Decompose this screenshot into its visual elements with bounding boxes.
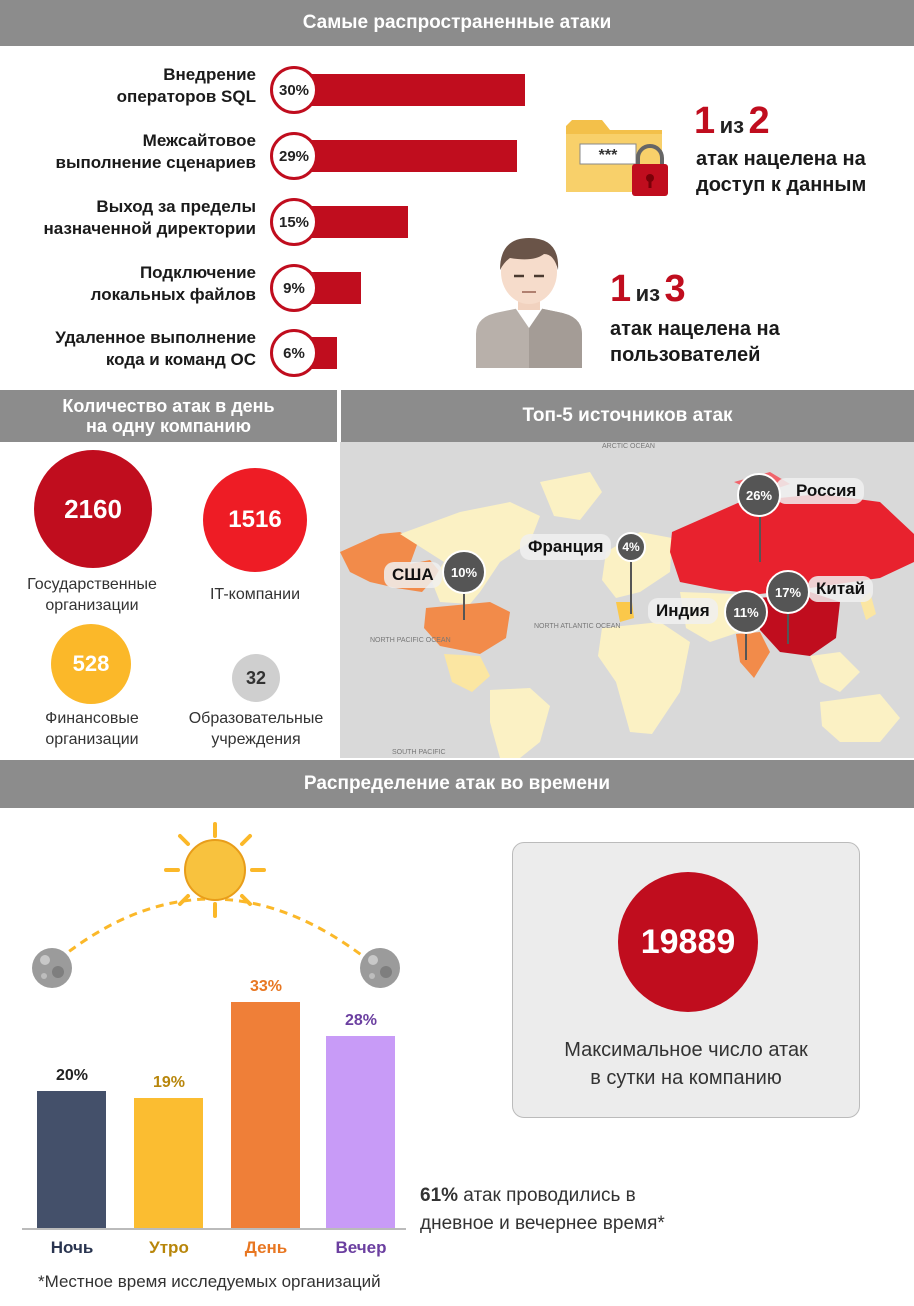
chart-bar bbox=[37, 1091, 106, 1228]
chart-category-label: Вечер bbox=[335, 1238, 387, 1257]
count-label-it bbox=[170, 584, 340, 605]
ocean-label: NORTH ATLANTIC OCEAN bbox=[534, 623, 621, 630]
chart-value-label: 28% bbox=[344, 1012, 378, 1029]
chart-value-label: 20% bbox=[55, 1067, 89, 1084]
max-attacks-value: 19889 bbox=[640, 922, 736, 961]
section-header-daily-attacks bbox=[0, 390, 337, 442]
ratio-1-of-3 bbox=[610, 268, 686, 311]
map-pin-value: 17% bbox=[774, 584, 802, 600]
attack-bar bbox=[290, 140, 517, 172]
attack-label-line: кода и команд ОС bbox=[105, 350, 256, 369]
map-pin-stem bbox=[759, 514, 761, 562]
max-attacks-label-line: Максимальное число атак bbox=[564, 1039, 808, 1061]
ocean-label: SOUTH PACIFIC bbox=[392, 749, 446, 756]
count-label-government bbox=[0, 574, 184, 616]
map-label-russia: Россия bbox=[776, 478, 864, 504]
attack-percent-badge: 15% bbox=[270, 198, 318, 246]
summary-percent: 61% bbox=[420, 1185, 459, 1206]
count-label-line: организации bbox=[45, 597, 139, 614]
ratio-2-text bbox=[610, 316, 780, 368]
attack-label-line: Удаленное выполнение bbox=[55, 328, 256, 347]
summary-line: дневное и вечернее время* bbox=[420, 1213, 665, 1234]
attack-percent-badge: 9% bbox=[270, 264, 318, 312]
map-pin-stem bbox=[630, 560, 632, 614]
section-header-top-sources bbox=[341, 390, 914, 442]
count-label-line: Государственные bbox=[27, 576, 157, 593]
map-pin-stem bbox=[745, 632, 747, 660]
map-label-china: Китай bbox=[808, 576, 873, 602]
count-label-line: учреждения bbox=[211, 731, 301, 748]
count-circle-education bbox=[232, 654, 280, 702]
count-label-education bbox=[170, 708, 342, 750]
map-pin-value: 4% bbox=[622, 540, 640, 554]
ratio-word: из bbox=[719, 113, 745, 138]
chart-baseline bbox=[22, 1228, 406, 1230]
chart-category-label: Ночь bbox=[50, 1238, 94, 1257]
map-pin-stem bbox=[787, 612, 789, 644]
attack-label-line: Подключение bbox=[139, 263, 256, 282]
ocean-label: ARCTIC OCEAN bbox=[602, 443, 655, 450]
count-circle-government bbox=[34, 450, 152, 568]
section-title: Самые распространенные атаки bbox=[302, 12, 612, 33]
summary-text bbox=[420, 1182, 665, 1238]
max-attacks-label-line: в сутки на компанию bbox=[590, 1067, 782, 1089]
count-circle-it bbox=[203, 468, 307, 572]
max-attacks-circle bbox=[618, 872, 758, 1012]
ratio-numerator: 1 bbox=[610, 268, 632, 310]
ratio-1-of-2 bbox=[694, 100, 770, 143]
section-title: Распределение атак во времени bbox=[303, 773, 611, 794]
section-header-top-attacks bbox=[0, 0, 914, 46]
attack-percent-badge: 30% bbox=[270, 66, 318, 114]
attack-label-line: Межсайтовое bbox=[142, 131, 256, 150]
section-title-line: на одну компанию bbox=[86, 416, 251, 436]
attack-label bbox=[6, 64, 256, 108]
max-attacks-label bbox=[512, 1036, 860, 1092]
count-value: 32 bbox=[245, 667, 267, 688]
chart-value-label: 33% bbox=[249, 978, 283, 995]
map-pin-usa[interactable] bbox=[442, 550, 486, 594]
attack-percent-badge: 29% bbox=[270, 132, 318, 180]
count-value: 528 bbox=[72, 651, 110, 676]
attack-label bbox=[6, 196, 256, 240]
count-circle-finance bbox=[51, 624, 131, 704]
password-mask: *** bbox=[598, 147, 618, 164]
sun-icon bbox=[160, 820, 270, 920]
map-pin-india[interactable] bbox=[724, 590, 768, 634]
chart-bar bbox=[326, 1036, 395, 1228]
chart-category-label: Утро bbox=[149, 1238, 189, 1257]
attack-label-line: выполнение сценариев bbox=[55, 153, 256, 172]
ratio-1-text bbox=[696, 146, 866, 198]
map-pin-value: 26% bbox=[745, 487, 773, 503]
attack-percent-badge: 6% bbox=[270, 329, 318, 377]
map-pin-value: 10% bbox=[450, 564, 478, 580]
world-map bbox=[340, 442, 914, 758]
map-label-india: Индия bbox=[648, 598, 718, 624]
attack-label bbox=[6, 130, 256, 174]
attack-bar bbox=[290, 74, 525, 106]
attack-label bbox=[6, 327, 256, 371]
count-label-line: IT-компании bbox=[209, 586, 300, 603]
summary-line: атак проводились в bbox=[458, 1185, 636, 1206]
section-header-time-distribution bbox=[0, 760, 914, 808]
map-label-france: Франция bbox=[520, 534, 611, 560]
map-pin-russia[interactable] bbox=[737, 473, 781, 517]
map-pin-value: 11% bbox=[733, 604, 759, 620]
attack-label-line: Внедрение bbox=[163, 65, 256, 84]
ratio-word: из bbox=[635, 281, 661, 306]
chart-bar bbox=[134, 1098, 203, 1228]
moon-icon-left bbox=[30, 946, 74, 990]
count-label-line: Образовательные bbox=[188, 710, 324, 727]
count-value: 2160 bbox=[64, 493, 122, 524]
count-label-line: организации bbox=[45, 731, 139, 748]
attack-label-line: операторов SQL bbox=[116, 87, 256, 106]
attack-label-line: назначенной директории bbox=[43, 219, 256, 238]
count-label-line: Финансовые bbox=[45, 710, 139, 727]
chart-category-label: День bbox=[244, 1238, 288, 1257]
count-label-finance bbox=[0, 708, 184, 750]
count-value: 1516 bbox=[228, 506, 282, 533]
ratio-text-line: атак нацелена на bbox=[610, 318, 780, 340]
footnote: *Местное время исследуемых организаций bbox=[38, 1272, 381, 1291]
section-title: Топ-5 источников атак bbox=[522, 405, 733, 426]
attack-label-line: Выход за пределы bbox=[96, 197, 256, 216]
attack-label-line: локальных файлов bbox=[90, 285, 256, 304]
ocean-label: NORTH PACIFIC OCEAN bbox=[370, 637, 451, 644]
map-pin-china[interactable] bbox=[766, 570, 810, 614]
map-label-usa: США bbox=[384, 562, 442, 588]
chart-bar bbox=[231, 1002, 300, 1228]
ratio-text-line: атак нацелена на bbox=[696, 148, 866, 170]
ratio-denominator: 3 bbox=[664, 268, 686, 310]
attack-label bbox=[6, 262, 256, 306]
chart-value-label: 19% bbox=[152, 1074, 186, 1091]
ratio-text-line: пользователей bbox=[610, 344, 761, 366]
map-pin-france[interactable] bbox=[616, 532, 646, 562]
user-icon bbox=[474, 232, 584, 368]
folder-lock-icon bbox=[562, 108, 672, 200]
ratio-numerator: 1 bbox=[694, 100, 716, 142]
moon-icon-right bbox=[358, 946, 402, 990]
map-pin-stem bbox=[463, 592, 465, 620]
ratio-denominator: 2 bbox=[748, 100, 770, 142]
section-title-line: Количество атак в день bbox=[62, 396, 275, 416]
ratio-text-line: доступ к данным bbox=[696, 174, 867, 196]
